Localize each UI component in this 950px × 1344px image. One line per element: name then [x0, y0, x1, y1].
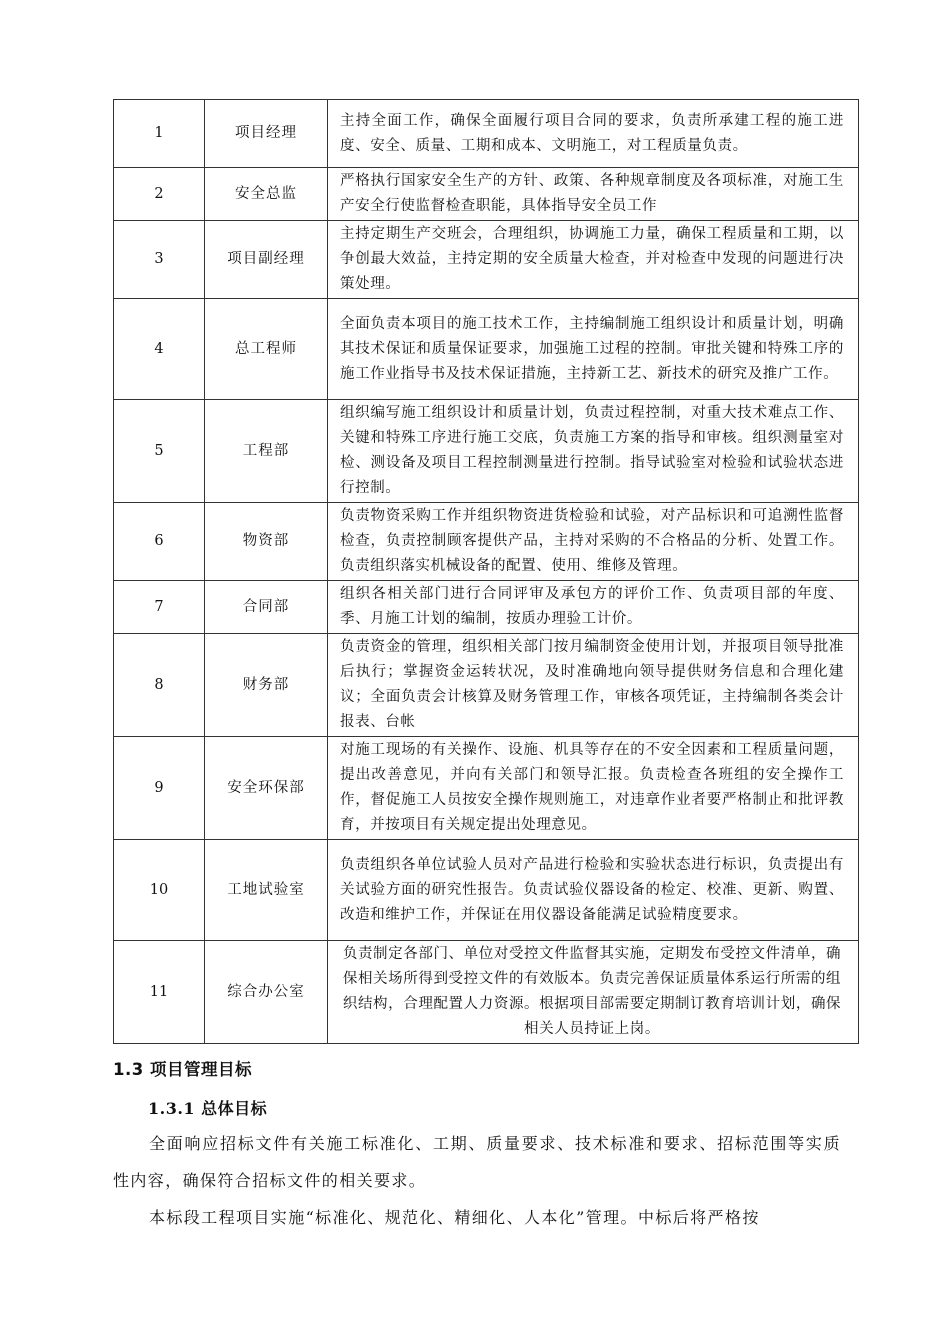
row-number: 8 [114, 634, 205, 737]
role-name: 总工程师 [205, 299, 328, 400]
role-duty: 负责物资采购工作并组织物资进货检验和试验，对产品标识和可追溯性监督检查，负责控制顾客提供产品，主持对采购的不合格品的分析、处置工作。负责组织落实机械设备的配置、使用、维修及管理。 [328, 503, 859, 581]
section-heading: 1.3 项目管理目标 [113, 1060, 252, 1079]
table-row [114, 737, 859, 840]
table-row [114, 503, 859, 581]
row-number: 5 [114, 400, 205, 503]
role-name: 财务部 [205, 634, 328, 737]
row-number: 7 [114, 581, 205, 634]
body-paragraph: 全面响应招标文件有关施工标准化、工期、质量要求、技术标准和要求、招标范围等实质性内容，确保符合招标文件的相关要求。 [113, 1134, 841, 1190]
role-duty: 负责组织各单位试验人员对产品进行检验和实验状态进行标识，负责提出有关试验方面的研究性报告。负责试验仪器设备的检定、校准、更新、购置、改造和维护工作，并保证在用仪器设备能满足试验精度要求。 [328, 840, 859, 941]
row-number: 2 [114, 168, 205, 221]
table-row [114, 840, 859, 941]
role-name: 工地试验室 [205, 840, 328, 941]
role-name: 物资部 [205, 503, 328, 581]
table-row [114, 299, 859, 400]
table-row [114, 581, 859, 634]
body-paragraph: 本标段工程项目实施“标准化、规范化、精细化、人本化”管理。中标后将严格按 [149, 1208, 760, 1227]
row-number: 6 [114, 503, 205, 581]
role-name: 项目副经理 [205, 221, 328, 299]
role-name: 综合办公室 [205, 941, 328, 1044]
table-row [114, 100, 859, 168]
role-duty: 全面负责本项目的施工技术工作，主持编制施工组织设计和质量计划，明确其技术保证和质量保证要求，加强施工过程的控制。审批关键和特殊工序的施工作业指导书及技术保证措施，主持新工艺、新技术的研究及推广工作。 [328, 299, 859, 400]
table-row [114, 400, 859, 503]
table-row [114, 634, 859, 737]
row-number: 11 [114, 941, 205, 1044]
table-row [114, 168, 859, 221]
role-duty: 负责资金的管理，组织相关部门按月编制资金使用计划，并报项目领导批准后执行；掌握资金运转状况，及时准确地向领导提供财务信息和合理化建议；全面负责会计核算及财务管理工作，审核各项凭证，主持编制各类会计报表、台帐 [328, 634, 859, 737]
table-row [114, 941, 859, 1044]
role-name: 安全环保部 [205, 737, 328, 840]
row-number: 1 [114, 100, 205, 168]
row-number: 9 [114, 737, 205, 840]
subsection-heading: 1.3.1 总体目标 [148, 1099, 268, 1118]
role-duty: 组织各相关部门进行合同评审及承包方的评价工作、负责项目部的年度、季、月施工计划的编制，按质办理验工计价。 [328, 581, 859, 634]
row-number: 3 [114, 221, 205, 299]
role-duty: 负责制定各部门、单位对受控文件监督其实施，定期发布受控文件清单，确保相关场所得到受控文件的有效版本。负责完善保证质量体系运行所需的组织结构，合理配置人力资源。根据项目部需要定期制订教育培训计划，确保相关人员持证上岗。 [328, 941, 859, 1044]
row-number: 10 [114, 840, 205, 941]
role-name: 项目经理 [205, 100, 328, 168]
role-name: 工程部 [205, 400, 328, 503]
role-duty: 对施工现场的有关操作、设施、机具等存在的不安全因素和工程质量问题，提出改善意见，并向有关部门和领导汇报。负责检查各班组的安全操作工作，督促施工人员按安全操作规则施工，对违章作业者要严格制止和批评教育，并按项目有关规定提出处理意见。 [328, 737, 859, 840]
role-name: 合同部 [205, 581, 328, 634]
role-duty: 严格执行国家安全生产的方针、政策、各种规章制度及各项标准，对施工生产安全行使监督检查职能，具体指导安全员工作 [328, 168, 859, 221]
table-row [114, 221, 859, 299]
row-number: 4 [114, 299, 205, 400]
role-duty: 主持定期生产交班会，合理组织，协调施工力量，确保工程质量和工期，以争创最大效益，主持定期的安全质量大检查，并对检查中发现的问题进行决策处理。 [328, 221, 859, 299]
responsibility-table [113, 99, 859, 1044]
role-duty: 组织编写施工组织设计和质量计划，负责过程控制，对重大技术难点工作、关键和特殊工序进行施工交底，负责施工方案的指导和审核。组织测量室对检、测设备及项目工程控制测量进行控制。指导试验室对检验和试验状态进行控制。 [328, 400, 859, 503]
role-name: 安全总监 [205, 168, 328, 221]
role-duty: 主持全面工作，确保全面履行项目合同的要求，负责所承建工程的施工进度、安全、质量、工期和成本、文明施工，对工程质量负责。 [328, 100, 859, 168]
